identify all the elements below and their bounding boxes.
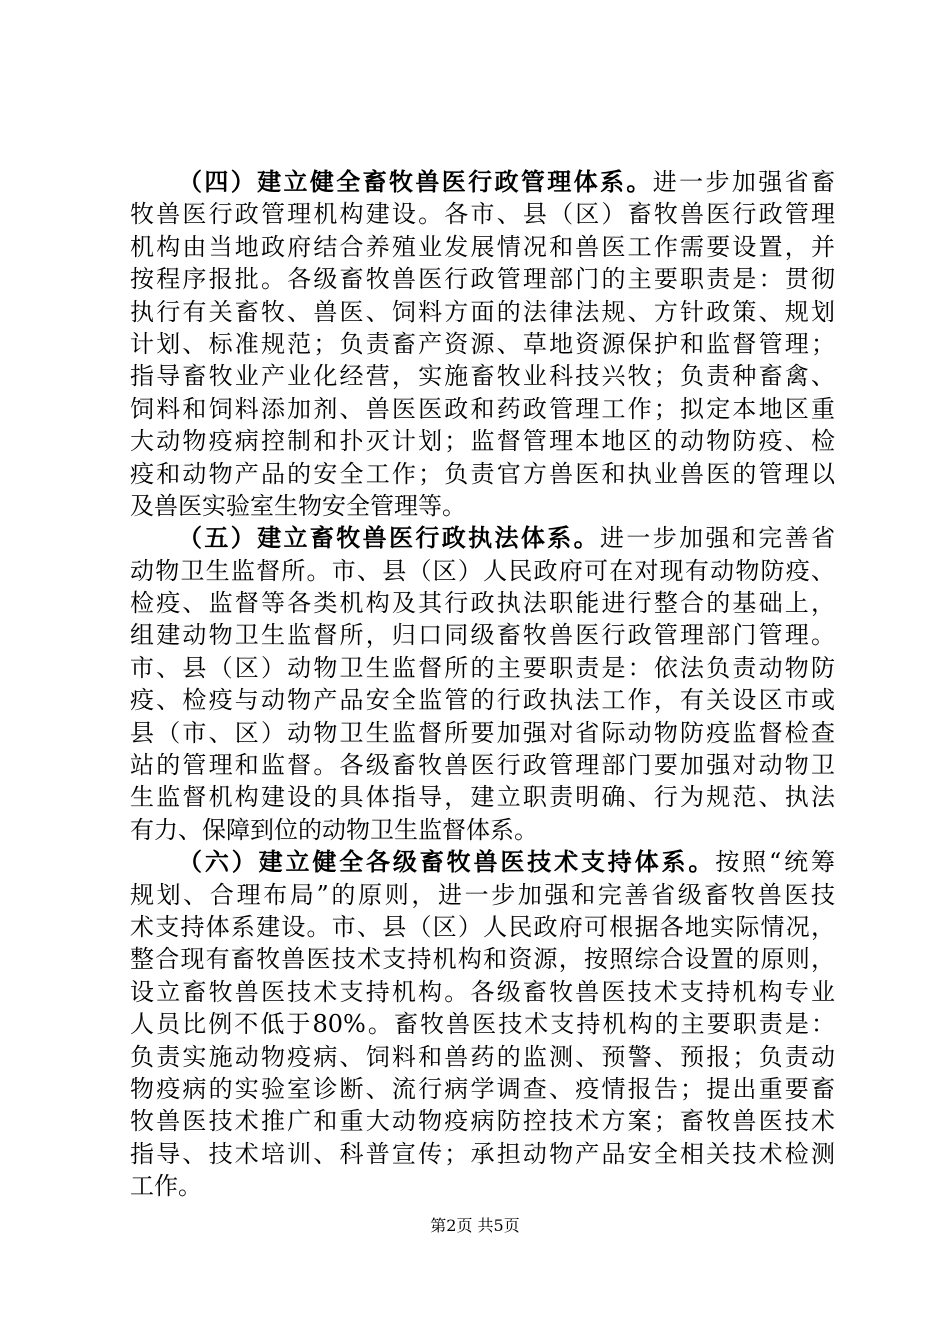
paragraph-5-line: 生监督机构建设的具体指导，建立职责明确、行为规范、执法 — [130, 783, 835, 812]
paragraph-6-heading: （六）建立健全各级畜牧兽医技术支持体系。 — [178, 847, 716, 877]
paragraph-4-line: 牧兽医行政管理机构建设。各市、县（区）畜牧兽医行政管理 — [130, 200, 835, 229]
paragraph-6-line: 牧兽医技术推广和重大动物疫病防控技术方案；畜牧兽医技术 — [130, 1107, 835, 1136]
document-body — [130, 166, 835, 1203]
paragraph-4-line: 大动物疫病控制和扑灭计划；监督管理本地区的动物防疫、检 — [130, 427, 835, 456]
paragraph-5-line-1 — [130, 522, 835, 554]
paragraph-6-line: 负责实施动物疫病、饲料和兽药的监测、预警、预报；负责动 — [130, 1042, 835, 1071]
paragraph-5-line: 有力、保障到位的动物卫生监督体系。 — [130, 815, 538, 844]
paragraph-6-line: 规划、合理布局”的原则，进一步加强和完善省级畜牧兽医技 — [130, 880, 835, 909]
paragraph-4-line: 指导畜牧业产业化经营，实施畜牧业科技兴牧；负责种畜禽、 — [130, 362, 835, 391]
paragraph-5-line: 动物卫生监督所。市、县（区）人民政府可在对现有动物防疫、 — [130, 556, 835, 585]
paragraph-6-text: 按照“统筹 — [715, 848, 835, 877]
paragraph-4-line: 按程序报批。各级畜牧兽医行政管理部门的主要职责是：贯彻 — [130, 265, 835, 294]
paragraph-6-line: 整合现有畜牧兽医技术支持机构和资源，按照综合设置的原则， — [130, 945, 835, 974]
paragraph-4-line: 饲料和饲料添加剂、兽医医政和药政管理工作；拟定本地区重 — [130, 394, 835, 423]
paragraph-5-line: 市、县（区）动物卫生监督所的主要职责是：依法负责动物防 — [130, 653, 835, 682]
paragraph-5-line: 组建动物卫生监督所，归口同级畜牧兽医行政管理部门管理。 — [130, 621, 835, 650]
paragraph-4-line: 机构由当地政府结合养殖业发展情况和兽医工作需要设置，并 — [130, 232, 835, 261]
paragraph-6-line: 设立畜牧兽医技术支持机构。各级畜牧兽医技术支持机构专业 — [130, 977, 835, 1006]
paragraph-4-line: 计划、标准规范；负责畜产资源、草地资源保护和监督管理； — [130, 329, 835, 358]
paragraph-6-line: 指导、技术培训、科普宣传；承担动物产品安全相关技术检测 — [130, 1139, 835, 1168]
page-number-label: 第2页 共5页 — [430, 1216, 520, 1235]
paragraph-4-heading: （四）建立健全畜牧兽医行政管理体系。 — [178, 167, 653, 196]
paragraph-6-line: 工作。 — [130, 1172, 202, 1201]
paragraph-4-line-1 — [130, 166, 835, 198]
paragraph-5-heading: （五）建立畜牧兽医行政执法体系。 — [178, 523, 600, 553]
paragraph-4-line: 及兽医实验室生物安全管理等。 — [130, 491, 466, 520]
paragraph-6-line: 物疫病的实验室诊断、流行病学调查、疫情报告；提出重要畜 — [130, 1074, 835, 1103]
paragraph-5-text: 进一步加强和完善省 — [600, 524, 835, 553]
paragraph-5-line: 站的管理和监督。各级畜牧兽医行政管理部门要加强对动物卫 — [130, 751, 835, 780]
paragraph-4-text: 进一步加强省畜 — [652, 168, 835, 196]
paragraph-5-line: 疫、检疫与动物产品安全监管的行政执法工作，有关设区市或 — [130, 686, 835, 715]
paragraph-4-line: 执行有关畜牧、兽医、饲料方面的法律法规、方针政策、规划 — [130, 297, 835, 326]
paragraph-6-line-1 — [130, 846, 835, 878]
paragraph-6-line: 术支持体系建设。市、县（区）人民政府可根据各地实际情况， — [130, 912, 835, 941]
page-footer — [0, 1216, 950, 1236]
paragraph-5-line: 检疫、监督等各类机构及其行政执法职能进行整合的基础上， — [130, 589, 835, 618]
paragraph-6-line: 人员比例不低于80%。畜牧兽医技术支持机构的主要职责是： — [130, 1010, 835, 1039]
paragraph-4-line: 疫和动物产品的安全工作；负责官方兽医和执业兽医的管理以 — [130, 459, 835, 488]
paragraph-5-line: 县（市、区）动物卫生监督所要加强对省际动物防疫监督检查 — [130, 718, 835, 747]
